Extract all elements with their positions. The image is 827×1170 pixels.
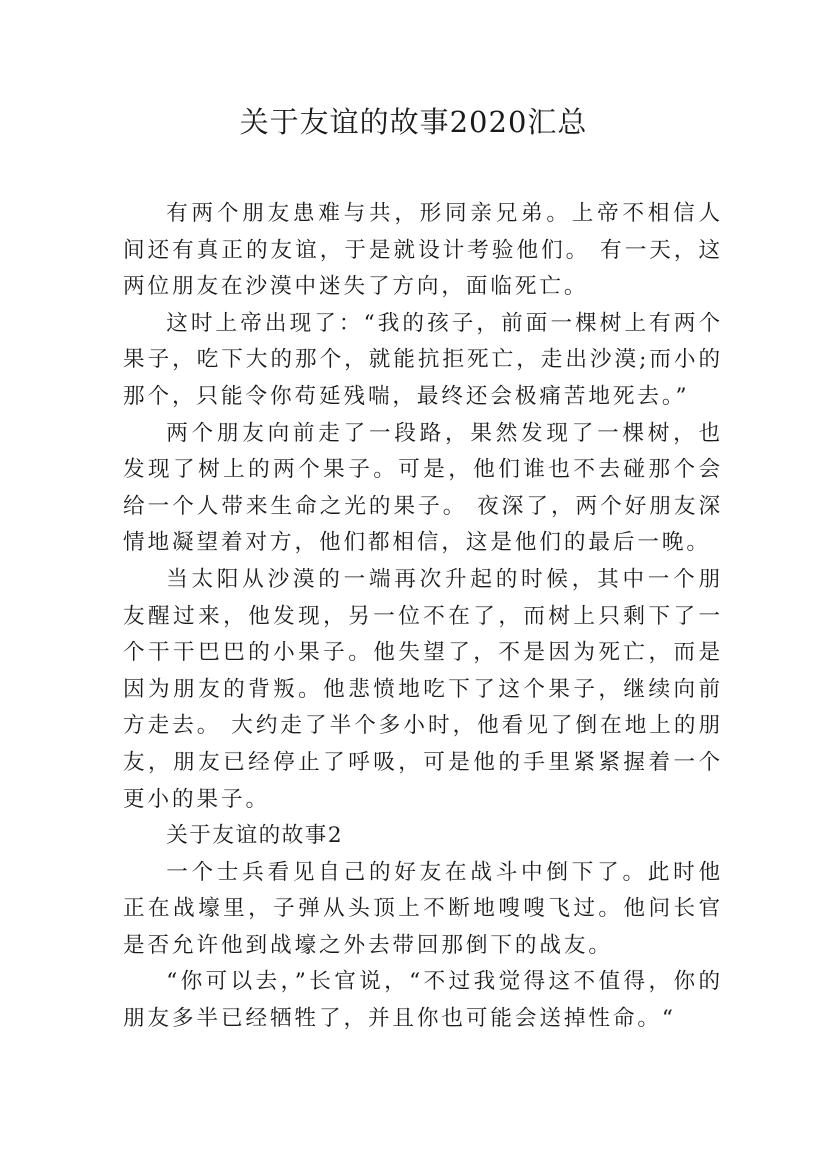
paragraph: “你可以去，”长官说，“不过我觉得这不值得，你的朋友多半已经牺牲了，并且你也可能会送掉性命。“ <box>123 969 723 1032</box>
paragraph: 两个朋友向前走了一段路，果然发现了一棵树，也发现了树上的两个果子。可是，他们谁也不去碰那个会给一个人带来生命之光的果子。 夜深了，两个好朋友深情地凝望着对方，他们都相信，这是他们的最后一晚。 <box>123 420 723 556</box>
paragraph: 一个士兵看见自己的好友在战斗中倒下了。此时他正在战壕里，子弹从头顶上不断地嗖嗖飞过。他问长官是否允许他到战壕之外去带回那倒下的战友。 <box>123 859 723 958</box>
paragraph: 当太阳从沙漠的一端再次升起的时候，其中一个朋友醒过来，他发现，另一位不在了，而树上只剩下了一个干干巴巴的小果子。他失望了，不是因为死亡，而是因为朋友的背叛。他悲愤地吃下了这个果子，继续向前方走去。 大约走了半个多小时，他看见了倒在地上的朋友，朋友已经停止了呼吸，可是他的手里紧紧握着一个更小的果子。 <box>123 566 723 812</box>
paragraph: 有两个朋友患难与共，形同亲兄弟。上帝不相信人间还有真正的友谊，于是就设计考验他们。 有一天，这两位朋友在沙漠中迷失了方向，面临死亡。 <box>123 201 723 300</box>
document-body <box>123 196 723 1038</box>
section-heading: 关于友谊的故事2 <box>166 823 344 849</box>
document-title: 关于友谊的故事2020汇总 <box>239 105 588 139</box>
paragraph: 这时上帝出现了：“我的孩子，前面一棵树上有两个果子，吃下大的那个，就能抗拒死亡，走出沙漠;而小的那个，只能令你苟延残喘，最终还会极痛苦地死去。” <box>123 310 723 409</box>
